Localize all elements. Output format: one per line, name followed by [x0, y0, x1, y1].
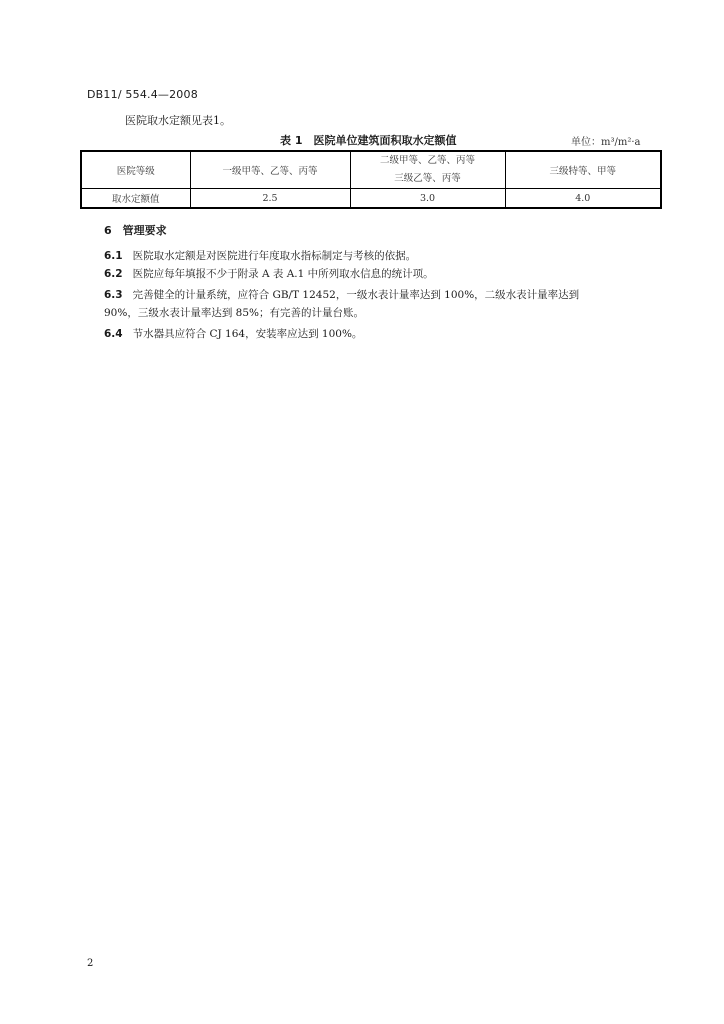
section-title: 6 管理要求 [104, 224, 167, 237]
item-text: 医院应每年填报不少于附录 A 表 A.1 中所列取水信息的统计项。 [132, 268, 434, 280]
table-header-row [81, 151, 661, 189]
section-item [104, 265, 664, 283]
item-number: 6.4 [104, 328, 123, 340]
table-cell-grade-3: 三级特等、甲等 [505, 151, 661, 189]
item-continuation: 90%，三级水表计量率达到 85%；有完善的计量台账。 [104, 307, 365, 319]
item-text: 医院取水定额是对医院进行年度取水指标制定与考核的依据。 [132, 250, 417, 262]
table-cell-value-1: 2.5 [190, 189, 350, 209]
document-id: DB11/ 554.4—2008 [87, 88, 198, 101]
table-caption: 表 1 医院单位建筑面积取水定额值 [280, 134, 457, 147]
intro-text: 医院取水定额见表1。 [125, 114, 231, 127]
item-number: 6.3 [104, 289, 123, 301]
item-number: 6.1 [104, 250, 123, 262]
table-cell-value-3: 4.0 [505, 189, 661, 209]
table-cell-row-label: 取水定额值 [81, 189, 190, 209]
item-text: 节水器具应符合 CJ 164，安装率应达到 100%。 [132, 328, 363, 340]
table-row [81, 189, 661, 209]
section-item [104, 286, 664, 304]
table-cell-row-header: 医院等级 [81, 151, 190, 189]
table-cell-grade-2 [350, 151, 505, 189]
section-item [104, 325, 664, 343]
quota-table [80, 150, 662, 209]
section-item [104, 247, 664, 265]
table-cell-value-2: 3.0 [350, 189, 505, 209]
grade-2-line-1: 二级甲等、乙等、丙等 [379, 155, 475, 166]
grade-2-line-2: 三级乙等、丙等 [394, 173, 461, 184]
table-unit: 单位：m³/m²·a [571, 137, 641, 148]
item-number: 6.2 [104, 268, 123, 280]
table-cell-grade-1: 一级甲等、乙等、丙等 [190, 151, 350, 189]
item-text: 完善健全的计量系统，应符合 GB/T 12452，一级水表计量率达到 100%，二级水表计量率达到 [132, 289, 580, 301]
page-number: 2 [87, 958, 94, 969]
